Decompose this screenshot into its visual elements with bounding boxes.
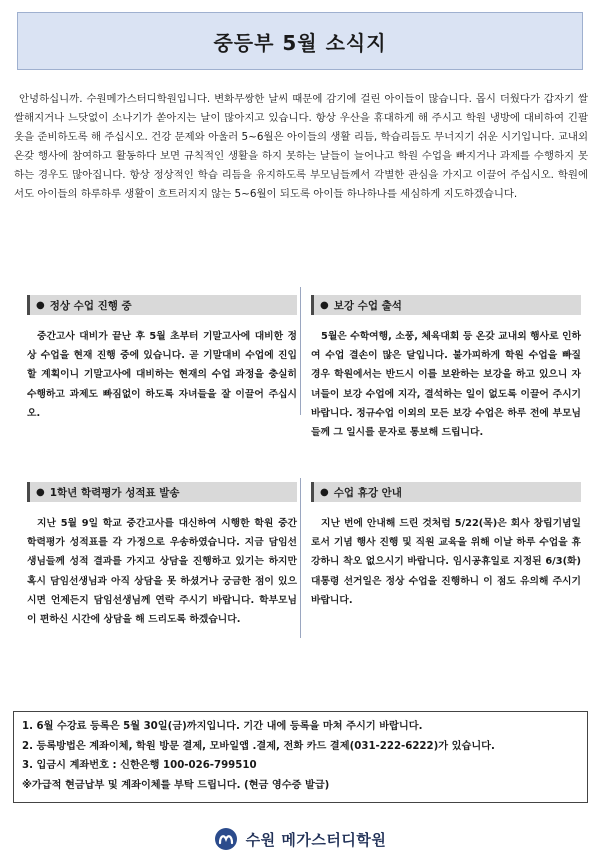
footer <box>0 824 600 854</box>
notice-line: ※가급적 현금납부 및 계좌이체를 부탁 드립니다. (현금 영수증 발급) <box>22 779 330 791</box>
column-divider <box>300 478 301 638</box>
section-body: 지난 번에 안내해 드린 것처럼 5/22(목)은 회사 창립기념일로서 기념 행사 진행 및 직원 교육을 위해 이날 하루 수업을 휴강하니 착오 없으시기 바랍니다. 임시공휴일로 지정된 6/3(화) 대통령 선거일은 정상 수업을 진행하니 이 점도 유의해 주시기 바랍니다. <box>311 518 581 606</box>
payment-notice-box <box>13 711 588 803</box>
academy-name: 수원 메가스터디학원 <box>245 830 387 849</box>
notice-line: 3. 입금시 계좌번호 : 신한은행 100-026-799510 <box>22 760 257 771</box>
bullet-icon: ● <box>36 299 45 311</box>
section-holiday <box>311 482 581 610</box>
section-regular-class <box>27 295 297 423</box>
notice-line: 1. 6월 수강료 등록은 5월 30일(금)까지입니다. 기간 내에 등록을 마쳐 주시기 바랍니다. <box>22 721 423 732</box>
section-heading: ● 1학년 학력평가 성적표 발송 <box>27 482 297 502</box>
section-makeup-class <box>311 295 581 442</box>
section-body: 지난 5월 9일 학교 중간고사를 대신하여 시행한 학원 중간 학력평가 성적표를 각 가정으로 우송하였습니다. 지금 담임선생님들께 성적 결과를 가지고 상담을 진행하고 있기는 하지만 혹시 담임선생님과 아직 상담을 못 하셨거나 궁금한 점이 있으시면 언제든지 담임선생님께 연락 주시기 바랍니다. 학부모님이 편하신 시간에 상담을 해 드리도록 하겠습니다. <box>27 518 297 626</box>
section-heading: ● 정상 수업 진행 중 <box>27 295 297 315</box>
notice-line: 2. 등록방법은 계좌이체, 학원 방문 결제, 모바일앱 .결제, 전화 카드 결제(031-222-6222)가 있습니다. <box>22 740 495 752</box>
section-body: 5월은 수학여행, 소풍, 체육대회 등 온갖 교내외 행사로 인하여 수업 결손이 많은 달입니다. 불가피하게 학원 수업을 빠질 경우 학원에서는 반드시 이를 보완하는 보강을 하고 있으니 자녀들이 보강 수업에 지각, 결석하는 일이 없도록 이끌어 주시기 바랍니다. 정규수업 이외의 모든 보강 수업은 하루 전에 부모님들께 그 일시를 문자로 통보해 드립니다. <box>311 331 581 439</box>
section-body: 중간고사 대비가 끝난 후 5월 초부터 기말고사에 대비한 정상 수업을 현재 진행 중에 있습니다. 곧 기말대비 수업에 진입할 계획이니 기말고사에 대비하는 현재의 수업 과정을 충실히 수행하고 과제도 빠짐없이 하도록 자녀들을 잘 이끌어 주십시오. <box>27 331 297 419</box>
bullet-icon: ● <box>320 299 329 311</box>
page-title: 중등부 5월 소식지 <box>213 30 387 55</box>
intro-text: 안녕하십니까. 수원메가스터디학원입니다. 변화무쌍한 날씨 때문에 감기에 걸린 아이들이 많습니다. 몹시 더웠다가 갑자기 쌀쌀해지거나 느닷없이 소나기가 쏟아지는 날이 많아지고 있습니다. 항상 우산을 휴대하게 해 주시고 학원 냉방에 대비하여 긴팔 옷을 준비하도록 해 주십시오. 건강 문제와 아울러 5~6월은 아이들의 생활 리듬, 학습리듬도 무너지기 쉬운 시기입니다. 교내외 온갖 행사에 참여하고 활동하다 보면 규칙적인 생활을 하지 못하는 날들이 늘어나고 학원 수업을 빠지거나 과제를 수행하지 못하는 경우도 많아집니다. 항상 정상적인 학습 리듬을 유지하도록 부모님들께서 각별한 관심을 가지고 이끌어 주십시오. 학원에서도 아이들의 하루하루 생활이 흐트러지지 않는 5~6월이 되도록 아이들 하나하나를 세심하게 지도하겠습니다. <box>14 93 588 200</box>
intro-paragraph <box>14 90 588 204</box>
megastudy-logo-icon <box>214 827 238 851</box>
column-divider <box>300 287 301 415</box>
section-heading: ● 보강 수업 출석 <box>311 295 581 315</box>
section-report-card <box>27 482 297 629</box>
section-heading: ● 수업 휴강 안내 <box>311 482 581 502</box>
title-banner <box>17 12 583 70</box>
bullet-icon: ● <box>320 486 329 498</box>
bullet-icon: ● <box>36 486 45 498</box>
